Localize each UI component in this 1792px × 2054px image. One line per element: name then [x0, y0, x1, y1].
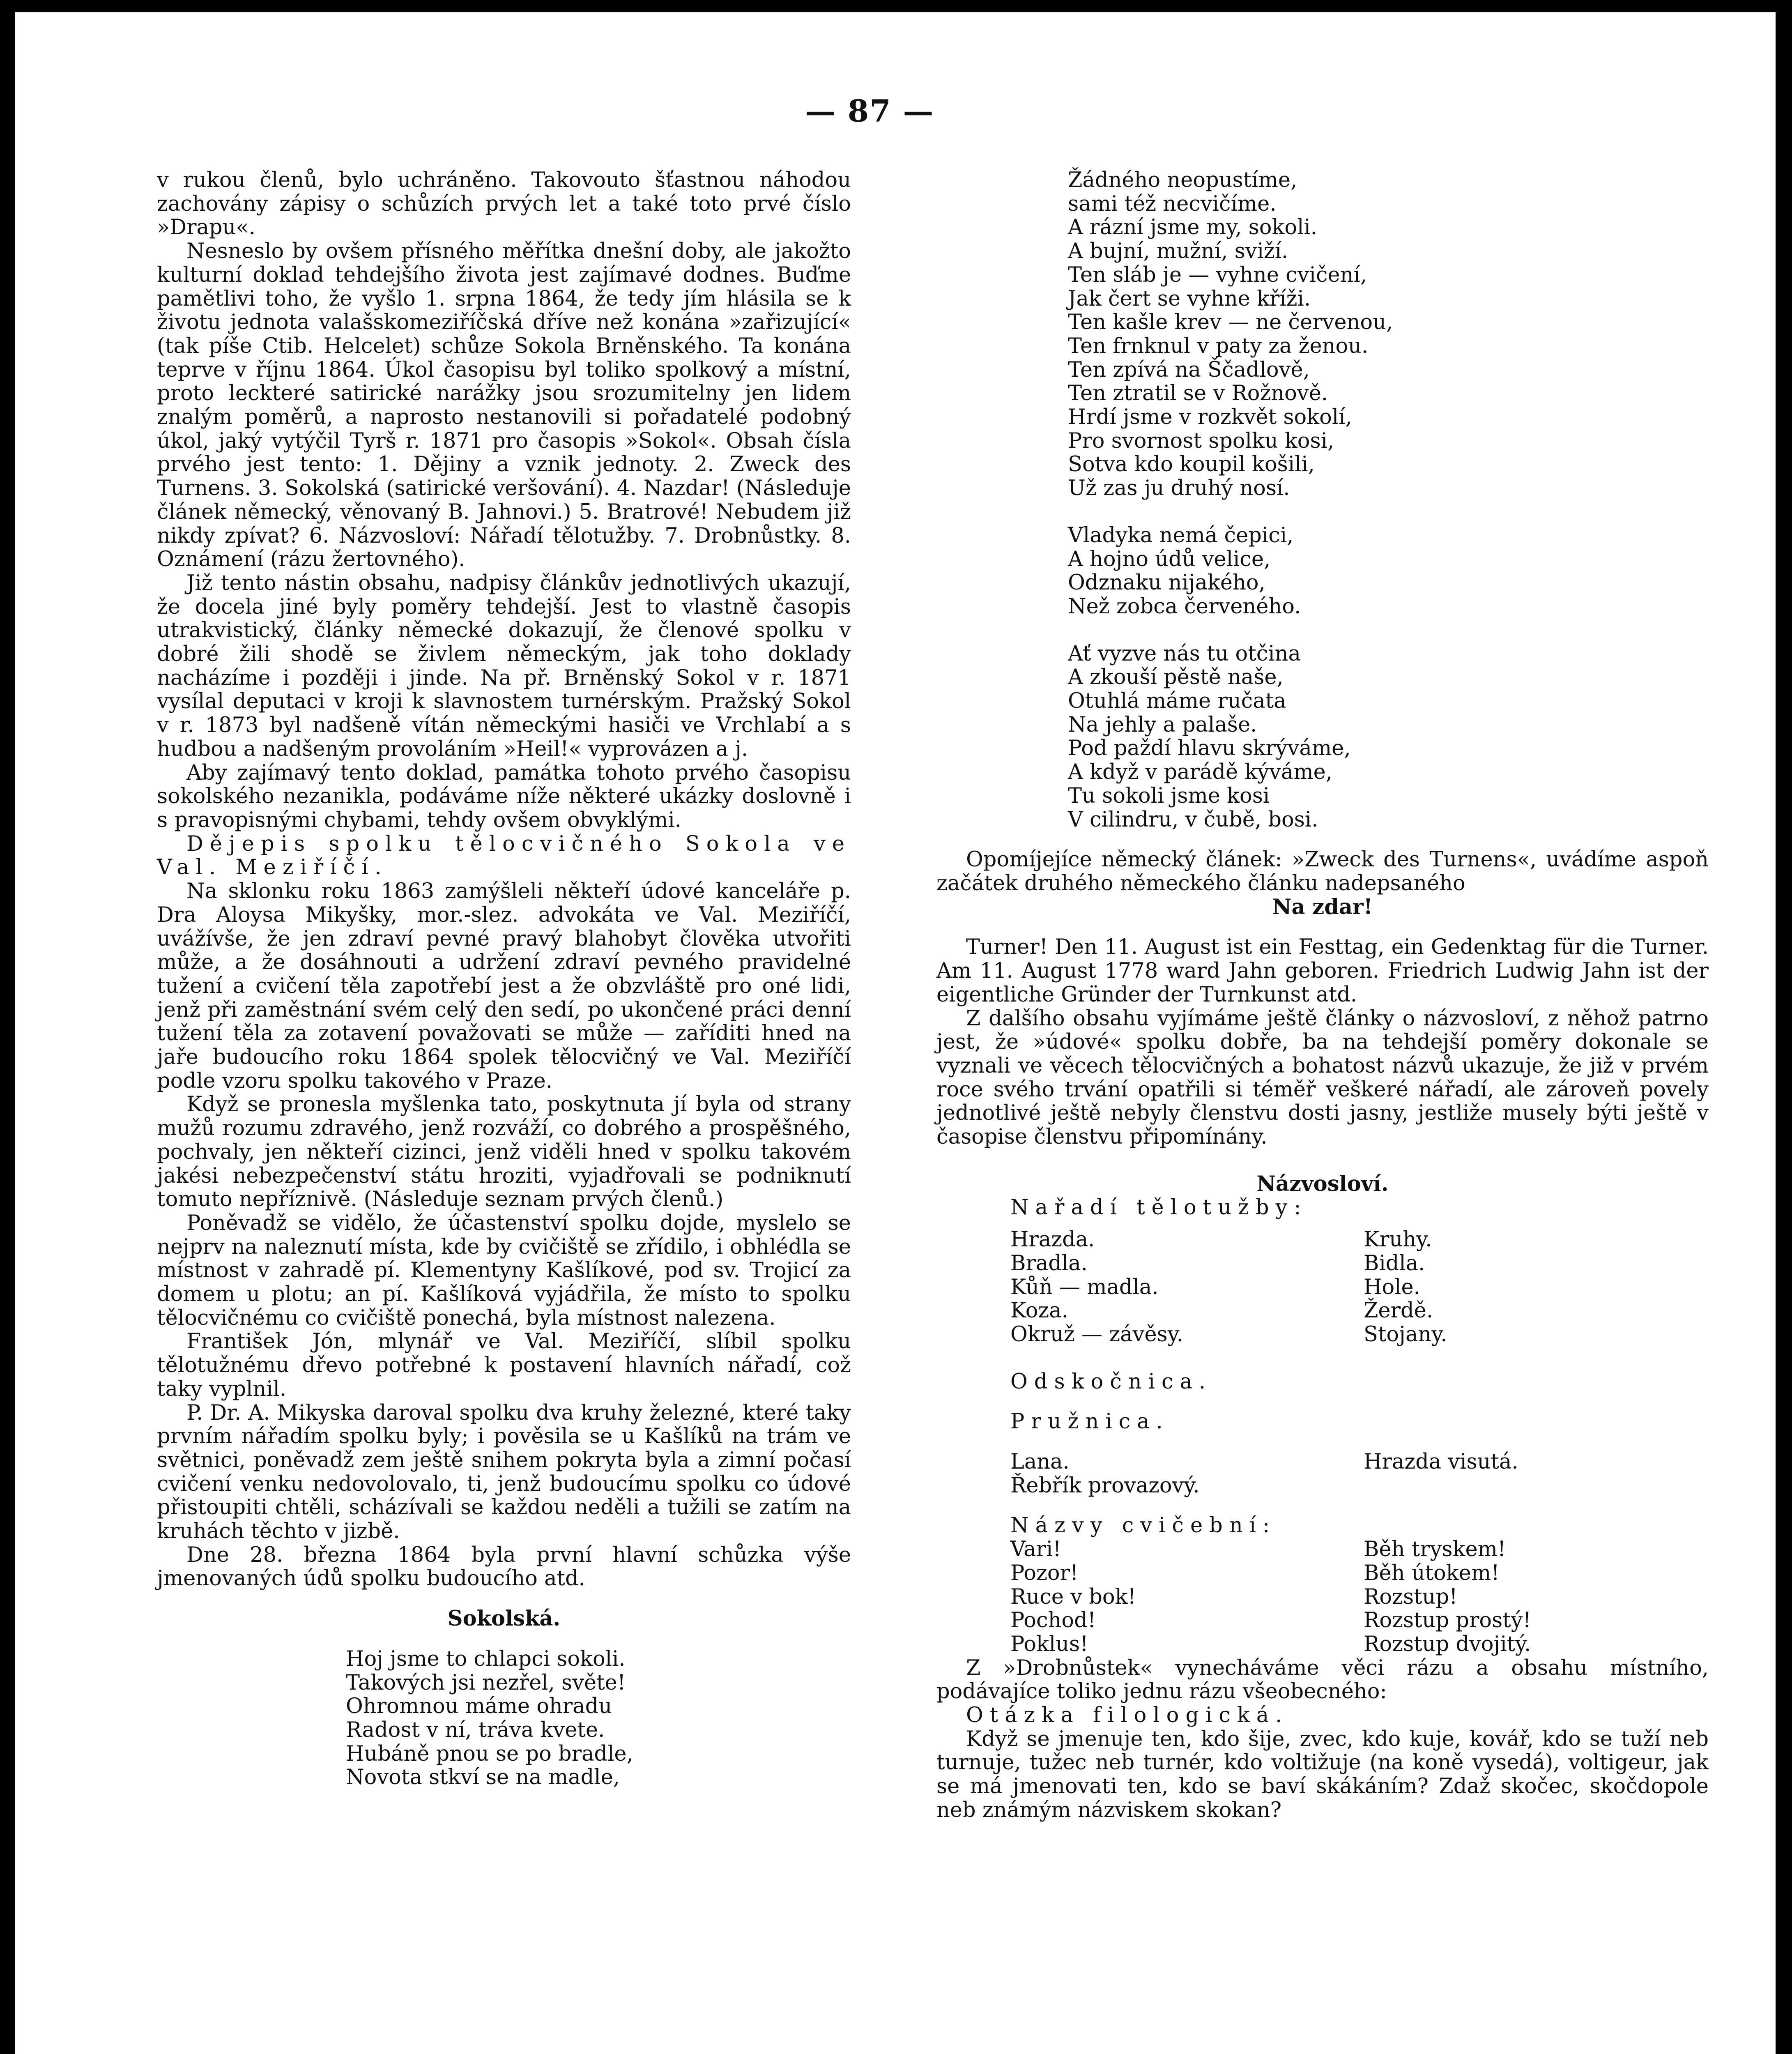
- poem-line: Pro svornost spolku kosi,: [1068, 428, 1334, 453]
- poem-line: Ten frnknul v paty za ženou.: [1068, 334, 1369, 358]
- paragraph-rings: P. Dr. A. Mikyska daroval spolku dva kruhy železné, které taky prvním nářadím spolku byly; i pověsila se u Kašlíků na trám ve světnici, poněvadž zem ještě snihem pokryta byla a zimní počasí cvičení venku nedovolovalo, ti, jenž budoucímu spolku co údové přistoupiti chtěli, scházívali se každou neděli a tužili se zatím na kruhách těchto v jizbě.: [157, 1400, 851, 1544]
- poem-line: Takových jsi nezřel, světe!: [346, 1670, 626, 1695]
- paragraph-venue: Poněvadž se vidělo, že účastenství spolku dojde, myslelo se nejprv na naleznutí místa, kde by cvičiště se zřídilo, i obhlédla se místnost v zahradě pí. Klementyny Kašlíkové, pod sv. Trojicí za domem u plotu; an pí. Kašlíková vyjádřila, že místo to spolku tělocvičnému co cvičiště ponechá, byla místnost nalezena.: [157, 1211, 851, 1330]
- heading-nazvoslovi: Názvosloví.: [1256, 1171, 1389, 1196]
- list-item: Koza. Žerdě.: [1010, 1299, 1433, 1323]
- paragraph-further-content: Z dalšího obsahu vyjímáme ještě články o názvosloví, z něhož patrno jest, že »údové« spolku dobře, ba na tehdejší poměry dokonale se vyznali ve věcech tělocvičných a bohatost názvů ukazuje, že již v prvém roce svého trvání opatřili si téměř veškeré nářadí, ale zároveň povely jednotlivé ještě nebyly členstvu dosti jasny, jestliže musely býti ještě v časopise členstvu připomínány.: [936, 1006, 1709, 1149]
- poem-line: Vladyka nemá čepici,: [1068, 523, 1294, 548]
- list-item: Kůň — madla. Hole.: [1010, 1275, 1420, 1299]
- paragraph-omit-german: Opomíjejíce německý článek: »Zweck des Turnens«, uvádíme aspoň začátek druhého německého článku nadepsaného: [936, 847, 1709, 896]
- section-heading-history: Dějepis spolku tělocvičného Sokola ve Val. Meziříčí.: [157, 831, 851, 880]
- poem-line: A zkouší pěstě naše,: [1068, 665, 1284, 690]
- list-item: Hrazda. Kruhy.: [1010, 1227, 1432, 1252]
- poem-line: A když v parádě kýváme,: [1068, 760, 1333, 785]
- poem-line: Otuhlá máme ručata: [1068, 689, 1286, 714]
- poem-line: V cilindru, v čubě, bosi.: [1068, 807, 1318, 832]
- poem-line: Jak čert se vyhne kříži.: [1068, 286, 1311, 311]
- paragraph-first-meeting: Dne 28. března 1864 byla první hlavní schůzka výše jmenovaných údů spolku budoucího atd.: [157, 1543, 851, 1591]
- poem-line: Ať vyzve nás tu otčina: [1068, 641, 1301, 666]
- paragraph-wood: František Jón, mlynář ve Val. Meziříčí, slíbil spolku tělotužnému dřevo potřebné k postavení hlavních nářadí, což taky vyplnil.: [157, 1329, 851, 1401]
- paragraph-founding: Na sklonku roku 1863 zamýšleli někteří údové kanceláře p. Dra Aloysa Mikyšky, mor.-slez. advokáta ve Val. Meziříčí, uvážívše, že jen zdraví pevné pravý blahobyt člověka utvořiti může, a že dosáhnouti a udržení zdraví pevného pravidelné tužení a cvičení těla zapotřebí jest a že obzvláště pro oné lidi, jenž při zaměstnání svém celý den sedí, po ukončené práci denní tužení těla za zotavení považovati se může — zaříditi hned na jaře budoucího roku 1864 spolek tělocvičný ve Val. Meziříčí podle vzoru spolku takového v Praze.: [157, 879, 851, 1093]
- poem-line: Ten sláb je — vyhne cvičení,: [1068, 263, 1367, 287]
- poem-line: Novota stkví se na madle,: [346, 1765, 620, 1790]
- list-item: Ruce v bok! Rozstup!: [1010, 1584, 1458, 1609]
- poem-stanza-2: [936, 524, 1709, 619]
- list-item: Pochod! Rozstup prostý!: [1010, 1608, 1532, 1633]
- left-column: [157, 168, 851, 1789]
- list-item: Pozor! Běh útokem!: [1010, 1561, 1500, 1585]
- poem-title-sokolska: Sokolská.: [447, 1606, 561, 1631]
- poem-line: A hojno údů velice,: [1068, 547, 1271, 571]
- poem-line: Ohromnou máme ohradu: [346, 1694, 612, 1719]
- paragraph-reception: Když se pronesla myšlenka tato, poskytnuta jí byla od strany mužů rozumu zdravého, jenž rozváží, co dobrého a prospěšného, pochvaly, jen někteří cizinci, jenž viděli hned v spolku takovém jakési nebezpečenství státu hroziti, vyjadřovali se podniknutí tomuto nepříznivě. (Následuje seznam prvých členů.): [157, 1092, 851, 1212]
- poem-line: Hoj jsme to chlapci sokoli.: [346, 1646, 626, 1671]
- list-item: Okruž — závěsy. Stojany.: [1010, 1322, 1447, 1347]
- list-item: Řebřík provazový.: [1010, 1473, 1200, 1498]
- heading-otazka: Otázka filologická.: [966, 1703, 1289, 1728]
- paragraph-utraquist: Již tento nástin obsahu, nadpisy článkův jednotlivých ukazují, že docela jiné byly poměry tehdejší. Jest to vlastně časopis utrakvistický, články německé dokazují, že členové spolku v dobré žili shodě se živlem německým, jak toho doklady nacházíme i později i jinde. Na př. Brněnský Sokol v r. 1871 vysílal deputaci v kroji k slavnostem turnérským. Pražský Sokol v r. 1873 byl nadšeně vítán německými hasiči ve Vrchlabí a s hudbou a nadšeným provoláním »Heil!« vyprovázen a j.: [157, 571, 851, 761]
- page-number: — 87 —: [805, 94, 934, 129]
- poem-line: Pod paždí hlavu skrýváme,: [1068, 736, 1351, 761]
- poem-line: Na jehly a palaše.: [1068, 712, 1257, 737]
- poem-line: Hrdí jsme v rozkvět sokolí,: [1068, 405, 1352, 430]
- poem-line: Tu sokoli jsme kosi: [1068, 783, 1270, 808]
- poem-stanza-3: [936, 642, 1709, 832]
- poem-line: Ten zpívá na Ščadlově,: [1068, 357, 1310, 382]
- list-item: Bradla. Bidla.: [1010, 1251, 1425, 1276]
- poem-line: Než zobca červeného.: [1068, 594, 1301, 619]
- heading-pruznica: Pružnica.: [1010, 1409, 1169, 1434]
- poem-line: A rázní jsme my, sokoli.: [1068, 215, 1317, 240]
- poem-line: Ten kašle krev — ne červenou,: [1068, 310, 1393, 335]
- paragraph-drobnustky: Z »Drobnůstek« vynecháváme věci rázu a obsahu místního, podávajíce toliko jednu rázu všeobecného:: [936, 1656, 1709, 1704]
- list-item: Lana. Hrazda visutá.: [1010, 1450, 1518, 1474]
- list-item: Vari! Běh tryskem!: [1010, 1537, 1506, 1562]
- poem-line: A bujní, mužní, sviží.: [1068, 239, 1288, 264]
- poem-line: sami též necvičíme.: [1068, 191, 1277, 216]
- poem-line: Žádného neopustíme,: [1068, 168, 1297, 192]
- heading-na-zdar: Na zdar!: [1272, 894, 1373, 919]
- paragraph-samples: Aby zajímavý tento doklad, památka tohoto prvého časopisu sokolského nezanikla, podáváme níže některé ukázky doslovně i s pravopisnými chybami, tehdy ovšem obvyklými.: [157, 760, 851, 832]
- heading-nazvy: Názvy cvičební:: [1010, 1513, 1277, 1538]
- paragraph-drap-description: Nesneslo by ovšem přísného měřítka dnešní doby, ale jakožto kulturní doklad tehdejšího života jest zajímavé dodnes. Buďme pamětlivi toho, že vyšlo 1. srpna 1864, že tedy jím hlásila se k životu jednota valašskomeziříčská dříve než konána »zařizující« (tak píše Ctib. Helcelet) schůze Sokola Brněnského. Ta konána teprve v říjnu 1864. Úkol časopisu byl toliko spolkový a místní, proto leckteré satirické narážky jsou srozumitelny jen lidem znalým poměrů, a naprosto nestanovili si pořadatelé podobný úkol, jaký vytýčil Tyrš r. 1871 pro časopis »Sokol«. Obsah čísla prvého jest tento: 1. Dějiny a vznik jednoty. 2. Zweck des Turnens. 3. Sokolská (satirické veršování). 4. Nazdar! (Následuje článek německý, věnovaný B. Jahnovi.) 5. Bratrové! Nebudem již nikdy zpívat? 6. Názvosloví: Nářadí tělotužby. 7. Drobnůstky. 8. Oznámení (rázu žertovného).: [157, 239, 851, 572]
- poem-stanza-1: [936, 168, 1709, 500]
- paragraph-intro: v rukou členů, bylo uchráněno. Takovouto šťastnou náhodou zachovány zápisy o schůzích prvých let a také toto prvé číslo »Drapu«.: [157, 168, 851, 240]
- poem-line: Sotva kdo koupil košili,: [1068, 452, 1315, 477]
- heading-odskocnica: Odskočnica.: [1010, 1369, 1212, 1394]
- right-column: [936, 168, 1709, 1822]
- poem-sokolska: [157, 1647, 851, 1789]
- poem-line: Už zas ju druhý nosí.: [1068, 476, 1290, 501]
- poem-line: Hubáně pnou se po bradle,: [346, 1741, 633, 1766]
- paragraph-german: Turner! Den 11. August ist ein Festtag, ein Gedenktag für die Turner. Am 11. August 1778 ward Jahn geboren. Friedrich Ludwig Jahn ist der eigentliche Gründer der Turnkunst atd.: [936, 935, 1709, 1007]
- poem-line: Ten ztratil se v Rožnově.: [1068, 381, 1328, 406]
- poem-line: Odznaku nijakého,: [1068, 571, 1265, 595]
- poem-line: Radost v ní, tráva kvete.: [346, 1718, 605, 1742]
- paragraph-otazka: Když se jmenuje ten, kdo šije, zvec, kdo kuje, kovář, kdo se tuží neb turnuje, tužec neb turnér, kdo voltižuje (na koně vysedá), voltigeur, jak se má jmenovati ten, kdo se baví skákáním? Zdaž skočec, skočdopole neb známým názviskem skokan?: [936, 1727, 1709, 1822]
- list-item: Poklus! Rozstup dvojitý.: [1010, 1632, 1531, 1656]
- heading-naradi: Nařadí tělotužby:: [1010, 1195, 1308, 1220]
- nomenclature-block: [936, 1196, 1709, 1656]
